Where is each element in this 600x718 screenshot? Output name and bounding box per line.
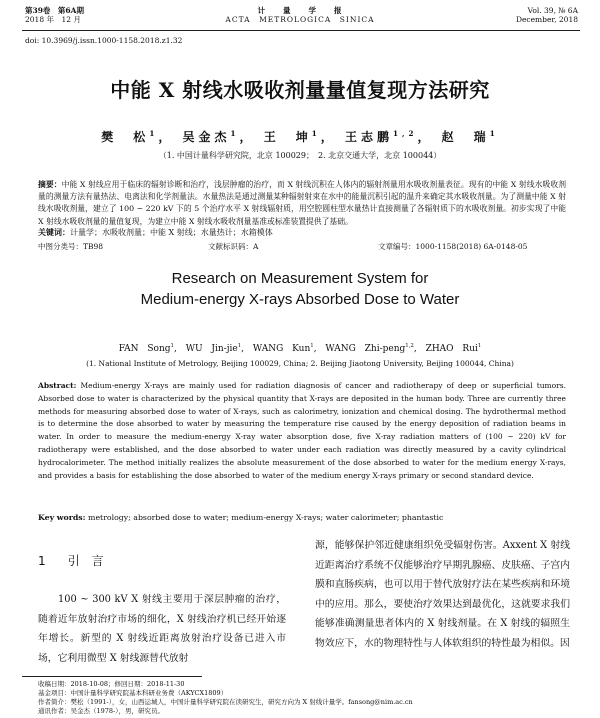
authors-cn: 樊 松$^1$， 吴金杰$^1$， 王 坤$^1$， 王志鹏$^{1,2}$， 赵 瑞$^1$ — [101, 129, 499, 144]
author-en: WANG Zhi-peng$^{1,2}$ — [325, 343, 414, 354]
header-center — [0, 6, 600, 24]
abstract-cn — [38, 179, 566, 228]
abstract-cn-text: 中能 X 射线应用于临床的辐射诊断和治疗，浅层肿瘤的治疗，而 X 射线沉积在人体内的辐射剂量用水吸收剂量表征。现有的中能 X 射线水吸收剂量的测量方法有量热法、电离法和化学剂量法。水量热法是通过测量某种辐射射束在水中的能量沉积引起的温升来确定其水吸收剂量。为了测量中能 X 射线水吸收剂量，建立了 100 ~ 220 kV 下的 5 个治疗水平 X 射线辐射质，用空腔圆柱型水量热计直接测量了各辐射质下的水吸收剂量。初步实现了中能 X 射线水吸收剂量的量值复现，为建立中能 X 射线水吸收剂量基准或标准装置提供了基础。 — [38, 180, 566, 226]
journal-cn: 计 量 学 报 — [257, 6, 343, 15]
footnote-received: 收稿日期：2018-10-08；修回日期：2018-11-30 — [38, 680, 185, 688]
doi: doi: 10.3969/j.issn.1000-1158.2018.z1.32 — [25, 36, 183, 45]
date-en: December, 2018 — [515, 15, 578, 24]
doc-code: 文献标识码：A — [208, 242, 259, 251]
author-cn: 王志鹏$^{1,2}$ — [344, 129, 418, 144]
abstract-cn-label: 摘要： — [38, 180, 62, 189]
footnote-corr: 通讯作者：吴金杰（1978-），男，研究员。 — [38, 707, 164, 715]
author-cn: 樊 松$^1$ — [101, 129, 159, 144]
clc-number: 中图分类号：TB98 — [38, 242, 104, 251]
keywords-cn: 关键词：计量学；水吸收剂量；中能 X 射线；水量热计；水箱模体 — [38, 227, 273, 237]
article-number: 文章编号：1000-1158(2018) 6A-0148-05 — [378, 242, 528, 251]
title-cn: 中能 X 射线水吸收剂量量值复现方法研究 — [110, 78, 490, 102]
volume-en: Vol. 39, № 6A — [527, 6, 578, 15]
header-rule — [22, 30, 580, 31]
keywords-en: Key words: metrology; absorbed dose to water; medium-energy X-rays; water calorimeter; phantastic — [38, 513, 444, 522]
abstract-en-label: Abstract: — [38, 381, 77, 390]
author-cn: 赵 瑞$^1$ — [441, 129, 499, 144]
abstract-en-text: Medium-energy X-rays are mainly used for radiation diagnosis of cancer and radiotherapy of deep or superficial tumors. Absorbed dose to water is characterized by the physical quantity that X-rays are deposited in the human body. Three are currently three methods for measuring absorbed dose to water of X-rays, such as calorimetry, ionization and chemical dosing. The hydrothermal method is to determine the dose absorbed to water by measuring the temperature rise caused by the energy deposition of radiation beams in water. In order to measure the medium-energy X-ray water absorption dose, five X-ray radiation matters of (100 ~ 220) kV for radiotherapy were established, and the dose absorbed to water under each radiation was directly measured by a cavity cylindrical hydrocalorimeter. The method initially realizes the absolute measurement of the dose absorbed to water for the medium energy X-rays, and provides a basis for establishing the dose absorbed to water of the medium energy X-rays primary or second standard device. — [38, 381, 567, 480]
title-en: Research on Measurement System for Medium-energy X-rays Absorbed Dose to Water — [140, 270, 460, 308]
author-cn: 吴金杰$^1$ — [182, 129, 240, 144]
article-meta-cn — [38, 241, 566, 252]
author-cn: 王 坤$^1$ — [263, 129, 321, 144]
author-en: WU Jin-jie$^1$ — [185, 343, 242, 354]
authors-en: FAN Song$^1$, WU Jin-jie$^1$, WANG Kun$^1$, WANG Zhi-peng$^{1,2}$, ZHAO Rui$^1$ — [118, 343, 482, 354]
header-right — [516, 6, 578, 24]
volume-cn: 第39卷 第6A期 — [25, 6, 84, 15]
abstract-en — [38, 380, 566, 482]
intro-left-column: 100 ~ 300 kV X 射线主要用于深层肿瘤的治疗，随着近年放射治疗市场的细化，X 射线治疗机已经开始逐年增长。新型的 X 射线近距离放射治疗设备已进入市场，它利用微型 X 射线源替代放射 — [38, 594, 286, 664]
footnote-author: 作者简介：樊松（1991-），女，山西运城人，中国计量科学研究院在读研究生，研究方向为 X 射线计量学。fansong@nim.ac.cn — [38, 698, 413, 706]
section-heading — [38, 552, 104, 569]
section-title: 引 言 — [67, 554, 104, 568]
footnote-fund: 基金项目：中国计量科学研究院基本科研业务费（AKYCX1809） — [38, 689, 228, 697]
affiliation-en: (1. National Institute of Metrology, Beijing 100029, China; 2. Beijing Jiaotong University, Beijing 100044, China) — [86, 359, 514, 368]
section-number: 1 — [38, 554, 46, 568]
footnote-rule — [22, 676, 202, 677]
affiliation-cn: （1. 中国计量科学研究院，北京 100029； 2. 北京交通大学，北京 100044） — [158, 151, 442, 160]
intro-right-column: 源，能够保护邻近健康组织免受辐射伤害。Axxent X 射线近距离治疗系统不仅能够治疗早期乳腺癌、皮肤癌、子宫内膜和直肠疾病，也可以用于替代放射疗法在某些疾病和环境中的应用。那么，要使治疗效果达到最优化，这就要求我们能够准确测量患者体内的 X 射线剂量。在 X 射线的辐照生物效应下，水的物理特性与人体软组织的特性最为相似。因 — [315, 540, 570, 649]
author-en: ZHAO Rui$^1$ — [425, 343, 482, 354]
author-en: FAN Song$^1$ — [118, 343, 174, 354]
date-cn: 2018 年 12 月 — [25, 15, 81, 24]
journal-en: ACTA METROLOGICA SINICA — [225, 15, 375, 24]
author-en: WANG Kun$^1$ — [252, 343, 314, 354]
